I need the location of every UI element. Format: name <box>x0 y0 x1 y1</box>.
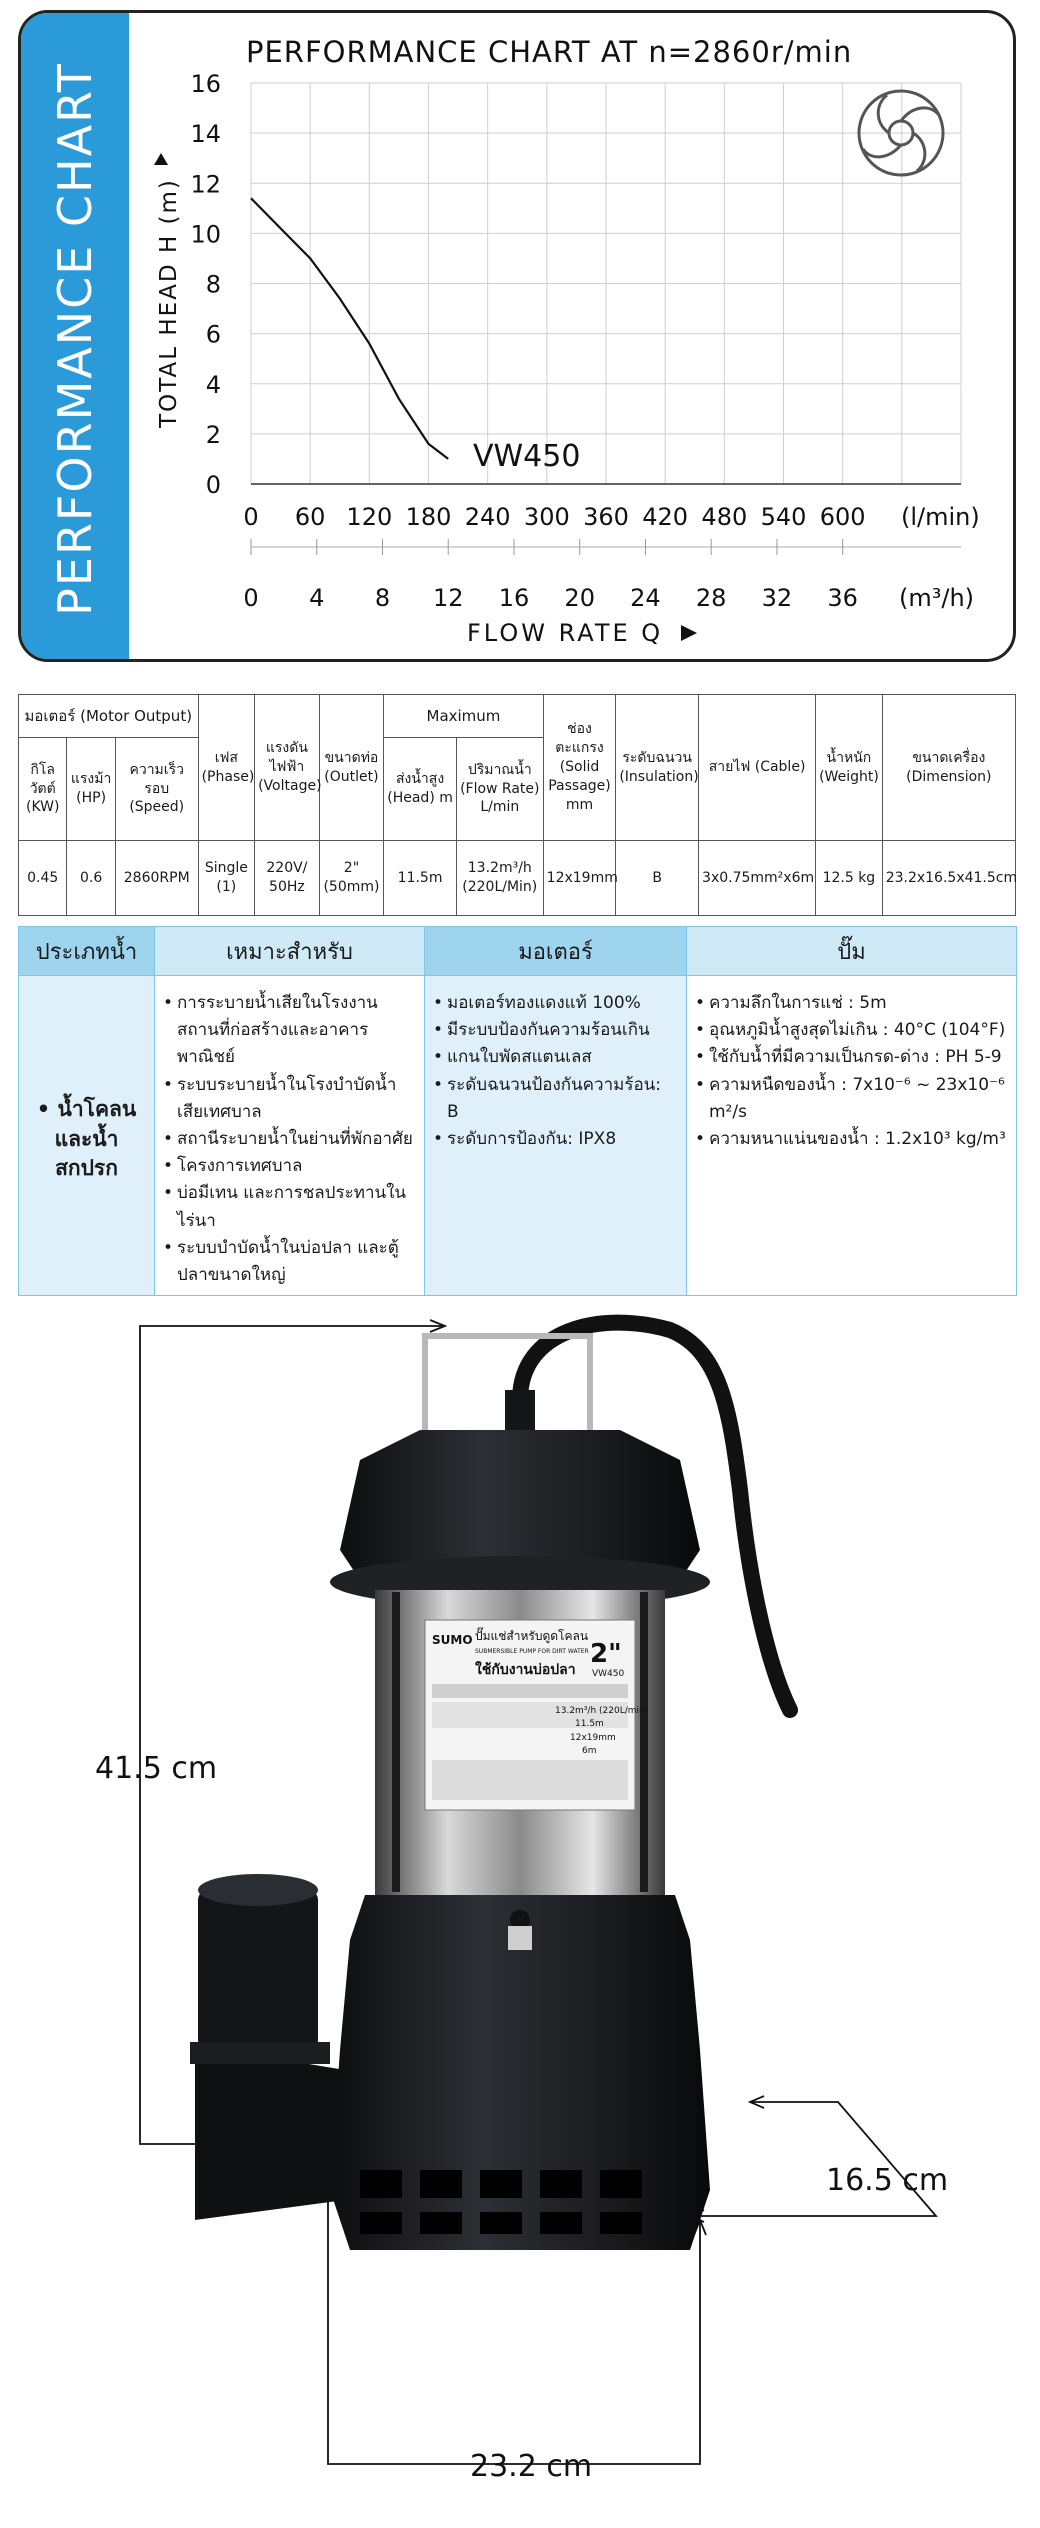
x-tick-label-lmin: 480 <box>701 503 748 531</box>
list-item: • ระบบระบายน้ำในโรงบำบัดน้ำเสียเทศบาล <box>163 1072 416 1126</box>
spec-header-cable: สายไฟ (Cable) <box>699 695 816 841</box>
x-axis-label: FLOW RATE Q <box>467 619 664 647</box>
pump-label-brand: SUMO <box>432 1633 473 1647</box>
x-unit-lmin: (l/min) <box>901 503 980 531</box>
y-tick-label: 0 <box>205 471 221 499</box>
y-tick-label: 12 <box>190 170 221 199</box>
feature-header-motor: มอเตอร์ <box>425 927 687 976</box>
outlet-pipe <box>198 1890 318 2050</box>
y-tick-label: 6 <box>205 320 221 349</box>
x-tick-label-lmin: 360 <box>583 503 629 531</box>
list-item: • ความหนาแน่นของน้ำ : 1.2x10³ kg/m³ <box>695 1126 1008 1153</box>
x-tick-label-lmin: 120 <box>346 503 393 531</box>
list-item: • ระดับฉนวนป้องกันความร้อน: B <box>433 1072 678 1126</box>
chart-curve <box>251 198 448 459</box>
feature-header-pump: ปั๊ม <box>687 927 1017 976</box>
x-tick-label-m3h: 20 <box>564 584 595 612</box>
list-item: • ความลึกในการแช่ : 5m <box>695 990 1008 1017</box>
x-tick-label-lmin: 540 <box>760 503 807 531</box>
list-item: • สถานีระบายน้ำในย่านที่พักอาศัย <box>163 1126 416 1153</box>
x-tick-label-lmin: 240 <box>464 503 511 531</box>
spec-table <box>18 694 1016 916</box>
chart-title: PERFORMANCE CHART AT n=2860r/min <box>246 35 853 69</box>
feature-motor-cell <box>425 976 687 1296</box>
feature-header-suitable: เหมาะสำหรับ <box>155 927 425 976</box>
list-item: • มอเตอร์ทองแดงแท้ 100% <box>433 990 678 1017</box>
spec-value-hp: 0.6 <box>67 841 115 916</box>
performance-chart-card <box>18 10 1016 662</box>
spec-value-weight: 12.5 kg <box>816 841 883 916</box>
x-tick-label-lmin: 600 <box>819 503 866 531</box>
spec-header-solid: ช่องตะแกรง (Solid Passage) mm <box>543 695 616 841</box>
pump-label-title: ปั๊มแช่สำหรับดูดโคลน <box>475 1629 589 1643</box>
spec-header-head: ส่งน้ำสูง (Head) m <box>384 738 457 841</box>
spec-value-solid: 12x19mm <box>543 841 616 916</box>
y-tick-label: 2 <box>205 420 221 449</box>
pump-illustration <box>0 1290 1040 2520</box>
series-line-vw450 <box>251 198 448 459</box>
spec-value-phase: Single (1) <box>198 841 255 916</box>
feature-table <box>18 926 1017 1296</box>
spec-value-head: 11.5m <box>384 841 457 916</box>
list-item: • มีระบบป้องกันความร้อนเกิน <box>433 1017 678 1044</box>
performance-chart-side-label: PERFORMANCE CHART <box>48 62 102 616</box>
pump-label-cable: 6m <box>582 1746 597 1756</box>
spec-value-voltage: 220V/ 50Hz <box>255 841 320 916</box>
spec-header-maximum: Maximum <box>384 695 543 738</box>
x-tick-label-m3h: 8 <box>374 584 391 612</box>
spec-header-weight: น้ำหนัก (Weight) <box>816 695 883 841</box>
feature-pump-cell <box>687 976 1017 1296</box>
drain-bolt <box>508 1926 532 1950</box>
outlet-elbow <box>195 2045 345 2220</box>
x-tick-label-lmin: 180 <box>405 503 452 531</box>
depth-dimension-label: 16.5 cm <box>826 2163 949 2198</box>
spec-header-motor-output: มอเตอร์ (Motor Output) <box>19 695 199 738</box>
x-axis-arrow-icon <box>681 625 697 641</box>
spec-value-outlet: 2" (50mm) <box>319 841 384 916</box>
spec-header-hp: แรงม้า (HP) <box>67 738 115 841</box>
performance-chart <box>21 13 1016 662</box>
x-tick-label-m3h: 32 <box>761 584 793 612</box>
list-item: • การระบายน้ำเสียในโรงงาน สถานที่ก่อสร้างและอาคารพาณิชย์ <box>163 990 416 1072</box>
pump-product-label <box>425 1620 648 1810</box>
spec-header-kw: กิโลวัตต์ (KW) <box>19 738 67 841</box>
x-unit-m3h: (m³/h) <box>899 584 975 612</box>
spec-value-cable: 3x0.75mm²x6m <box>699 841 816 916</box>
spec-value-dimension: 23.2x16.5x41.5cm <box>882 841 1015 916</box>
feature-suitable-cell <box>155 976 425 1296</box>
chart-ticks <box>190 70 961 612</box>
spec-header-voltage: แรงดันไฟฟ้า (Voltage) <box>255 695 320 841</box>
series-label-vw450: VW450 <box>473 439 581 474</box>
feature-header-water-type: ประเภทน้ำ <box>19 927 155 976</box>
x-tick-label-lmin: 0 <box>243 503 259 531</box>
spec-header-flow: ปริมาณน้ำ (Flow Rate) L/min <box>456 738 543 841</box>
list-item: • แกนใบพัดสแตนเลส <box>433 1044 678 1071</box>
pump-label-size: 2" <box>590 1639 622 1669</box>
spec-header-insulation: ระดับฉนวน (Insulation) <box>616 695 699 841</box>
y-tick-label: 4 <box>205 370 221 399</box>
y-tick-label: 8 <box>205 270 221 299</box>
y-axis-label: TOTAL HEAD H (m) <box>156 178 182 428</box>
spec-header-speed: ความเร็วรอบ (Speed) <box>115 738 198 841</box>
spec-header-outlet: ขนาดท่อ (Outlet) <box>319 695 384 841</box>
spec-value-speed: 2860RPM <box>115 841 198 916</box>
y-tick-label: 10 <box>190 220 221 249</box>
pump-label-subtitle: SUBMERSIBLE PUMP FOR DIRT WATER <box>475 1648 589 1655</box>
feature-water-category: • น้ำโคลนและน้ำสกปรก <box>19 976 155 1296</box>
pump-label-head: 11.5m <box>575 1719 604 1729</box>
x-tick-label-m3h: 28 <box>695 584 727 612</box>
depth-dimension-line <box>690 2096 936 2222</box>
spec-value-kw: 0.45 <box>19 841 67 916</box>
height-dimension-label: 41.5 cm <box>95 1751 218 1786</box>
list-item: • ระบบบำบัดน้ำในบ่อปลา และตู้ปลาขนาดใหญ่ <box>163 1235 416 1289</box>
chart-grid <box>251 83 961 484</box>
x-tick-label-lmin: 60 <box>294 503 326 531</box>
x-tick-label-m3h: 16 <box>498 584 530 612</box>
x-tick-label-m3h: 24 <box>630 584 661 612</box>
x-tick-label-m3h: 12 <box>432 584 464 612</box>
x-tick-label-m3h: 36 <box>827 584 858 612</box>
pump-label-model: VW450 <box>592 1669 625 1679</box>
list-item: • บ่อมีเทน และการชลประทานในไร่นา <box>163 1180 416 1234</box>
y-tick-label: 16 <box>190 70 221 98</box>
pump-label-solid: 12x19mm <box>570 1733 616 1743</box>
list-item: • ใช้กับน้ำที่มีความเป็นกรด-ด่าง : PH 5-9 <box>695 1044 1008 1071</box>
x-tick-label-m3h: 4 <box>309 584 325 612</box>
list-item: • ความหนืดของน้ำ : 7x10⁻⁶ ~ 23x10⁻⁶ m²/s <box>695 1072 1008 1126</box>
spec-value-insulation: B <box>616 841 699 916</box>
spec-header-phase: เฟส (Phase) <box>198 695 255 841</box>
y-tick-label: 14 <box>190 120 221 149</box>
y-axis-arrow-icon <box>154 153 168 165</box>
pump-label-usage: ใช้กับงานบ่อปลา <box>475 1662 576 1678</box>
width-dimension-label: 23.2 cm <box>470 2449 593 2484</box>
pump-label-flow: 13.2m³/h (220L/min) <box>555 1706 649 1716</box>
list-item: • โครงการเทศบาล <box>163 1153 416 1180</box>
spec-header-dimension: ขนาดเครื่อง (Dimension) <box>882 695 1015 841</box>
list-item: • อุณหภูมิน้ำสูงสุดไม่เกิน : 40°C (104°F) <box>695 1017 1008 1044</box>
x-tick-label-lmin: 420 <box>642 503 689 531</box>
list-item: • ระดับการป้องกัน: IPX8 <box>433 1126 678 1153</box>
x-tick-label-lmin: 300 <box>523 503 570 531</box>
spec-value-flow: 13.2m³/h (220L/Min) <box>456 841 543 916</box>
x-tick-label-m3h: 0 <box>243 584 259 612</box>
